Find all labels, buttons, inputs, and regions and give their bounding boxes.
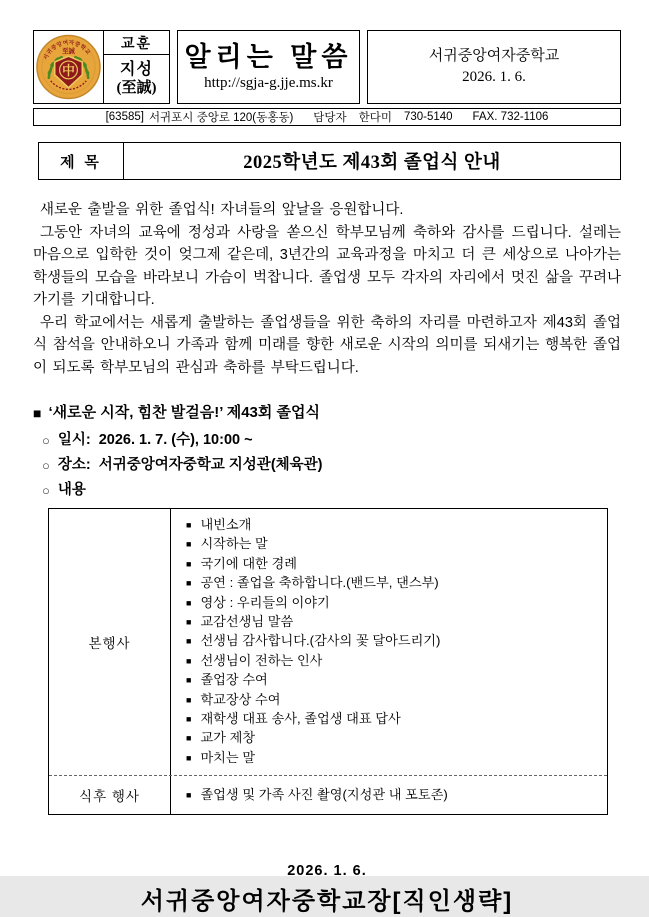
program-item-text: 영상 : 우리들의 이야기 <box>200 594 330 610</box>
program-item <box>186 555 599 574</box>
program-item-text: 학교장상 수여 <box>200 691 281 707</box>
event-contents-label: 내용 <box>57 482 86 498</box>
school-emblem <box>34 31 104 103</box>
motto-label: 교훈 <box>104 31 169 55</box>
item-bullet-icon: ■ <box>186 694 192 705</box>
manager-label: 담당자 <box>313 112 347 124</box>
event-datetime <box>42 428 621 453</box>
emblem-seal-text: 至誠 <box>62 48 75 56</box>
issue-date: 2026. 1. 6. <box>462 69 526 85</box>
motto-value: 지성 <box>120 61 153 78</box>
program-post-items <box>171 776 607 814</box>
item-bullet-icon: ■ <box>186 617 192 628</box>
footer <box>33 863 621 917</box>
program-item-text: 선생님 감사합니다.(감사의 꽃 달아드리기) <box>200 633 441 649</box>
event-location <box>42 453 621 478</box>
item-bullet-icon: ■ <box>186 520 192 530</box>
program-item <box>186 652 599 671</box>
program-item-text: 졸업생 및 가족 사진 촬영(지성관 내 포토존) <box>200 786 448 802</box>
emblem-center-char: 中 <box>62 62 75 78</box>
item-bullet-icon: ■ <box>186 789 192 800</box>
program-item-text: 마치는 말 <box>200 749 256 765</box>
item-bullet-icon: ■ <box>186 752 192 763</box>
program-item <box>186 594 599 613</box>
program-table <box>48 508 608 815</box>
item-bullet-icon: ■ <box>186 675 192 686</box>
program-item-text: 시작하는 말 <box>200 536 268 552</box>
program-item <box>186 786 599 805</box>
program-item-text: 내빈소개 <box>200 517 252 532</box>
program-item-text: 국기에 대한 경례 <box>200 555 297 571</box>
event-detail-list <box>33 428 621 503</box>
motto-hanja: (至誠) <box>116 80 157 96</box>
school-name: 서귀중앙여자중학교 <box>428 48 560 64</box>
circle-bullet-icon: ○ <box>42 458 50 473</box>
body-text <box>33 199 621 379</box>
program-post-label: 식후 행사 <box>49 776 171 814</box>
program-main-row <box>49 509 607 775</box>
item-bullet-icon: ■ <box>186 539 192 550</box>
program-item <box>186 613 599 632</box>
program-main-items <box>171 509 607 775</box>
program-item <box>186 535 599 554</box>
header <box>33 30 621 104</box>
program-item <box>186 632 599 651</box>
circle-bullet-icon: ○ <box>42 483 50 498</box>
event-location-label: 장소: <box>57 457 91 473</box>
program-item <box>186 691 599 710</box>
principal-signature: 서귀중앙여자중학교장[직인생략] <box>140 888 514 916</box>
event-location-value: 서귀중앙여자중학교 지성관(체육관) <box>98 457 323 473</box>
circle-bullet-icon: ○ <box>42 433 50 448</box>
program-item <box>186 574 599 593</box>
school-url: http://sgja-g.jje.ms.kr <box>204 75 333 91</box>
event-datetime-value: 2026. 1. 7. (수), 10:00 ~ <box>98 432 253 448</box>
emblem-arc-text: 서귀중앙여자중학교 <box>43 40 92 61</box>
postal-code: [63585] <box>105 111 144 123</box>
event-section-heading <box>33 402 621 424</box>
footer-date: 2026. 1. 6. <box>287 863 367 880</box>
motto-value-block <box>104 55 169 103</box>
manager-name: 한다미 <box>358 112 392 124</box>
contact-row <box>33 108 621 126</box>
program-item-text: 졸업장 수여 <box>200 672 268 688</box>
event-heading-text: ‘새로운 시작, 힘찬 발걸음!’ 제43회 졸업식 <box>48 404 321 421</box>
body-paragraph-2: 그동안 자녀의 교육에 정성과 사랑을 쏟으신 학부모님께 축하와 감사를 드립니다. 설레는 마음으로 입학한 것이 엊그제 같은데, 3년간의 교육과정을 마치고 더 큰 세상으로 나아가는 학생들의 모습을 바라보니 가슴이 벅찹니다. 졸업생 모두 각자의 자리에서 멋진 삶을 꾸려나가기를 기대합니다. <box>33 224 621 308</box>
body-paragraph-1: 새로운 출발을 위한 졸업식! 자녀들의 앞날을 응원합니다. <box>40 202 404 218</box>
item-bullet-icon: ■ <box>186 558 192 569</box>
subject-value: 2025학년도 제43회 졸업식 안내 <box>243 153 501 173</box>
program-item <box>186 729 599 748</box>
item-bullet-icon: ■ <box>186 636 192 647</box>
phone-number: 730-5140 <box>403 111 453 123</box>
program-item-text: 교감선생님 말씀 <box>200 614 294 630</box>
program-item <box>186 710 599 729</box>
program-item-text: 재학생 대표 송사, 졸업생 대표 답사 <box>200 711 401 727</box>
program-item <box>186 516 599 535</box>
subject-row <box>38 142 621 180</box>
school-date-box <box>367 30 621 104</box>
school-emblem-icon <box>36 34 101 100</box>
program-item-text: 교가 제창 <box>200 730 256 746</box>
header-logo-motto-box <box>33 30 170 104</box>
item-bullet-icon: ■ <box>186 714 192 725</box>
item-bullet-icon: ■ <box>186 597 192 608</box>
event-datetime-label: 일시: <box>57 432 91 448</box>
school-address: 서귀포시 중앙로 120(동홍동) <box>148 112 294 124</box>
event-section <box>33 402 621 503</box>
program-item-text: 공연 : 졸업을 축하합니다.(밴드부, 댄스부) <box>200 575 439 591</box>
square-bullet-icon: ■ <box>33 405 42 421</box>
program-item <box>186 671 599 690</box>
motto-cell <box>104 31 169 103</box>
masthead-title: 알리는 말씀 <box>184 42 353 72</box>
program-main-label: 본행사 <box>49 509 171 775</box>
masthead-box <box>177 30 360 104</box>
fax-number: FAX. 732-1106 <box>472 111 549 123</box>
body-paragraph-3: 우리 학교에서는 새롭게 출발하는 졸업생들을 위한 축하의 자리를 마련하고자 제43회 졸업식 참석을 안내하오니 가족과 함께 미래를 향한 새로운 시작의 의미를 되새기는 행복한 졸업이 되도록 학부모님의 관심과 축하를 부탁드립니다. <box>33 314 621 376</box>
program-post-row <box>49 775 607 814</box>
item-bullet-icon: ■ <box>186 655 192 666</box>
subject-label: 제 목 <box>39 143 124 179</box>
event-contents <box>42 478 621 503</box>
program-item <box>186 749 599 768</box>
program-item-text: 선생님이 전하는 인사 <box>200 652 323 668</box>
item-bullet-icon: ■ <box>186 733 192 744</box>
item-bullet-icon: ■ <box>186 578 192 589</box>
